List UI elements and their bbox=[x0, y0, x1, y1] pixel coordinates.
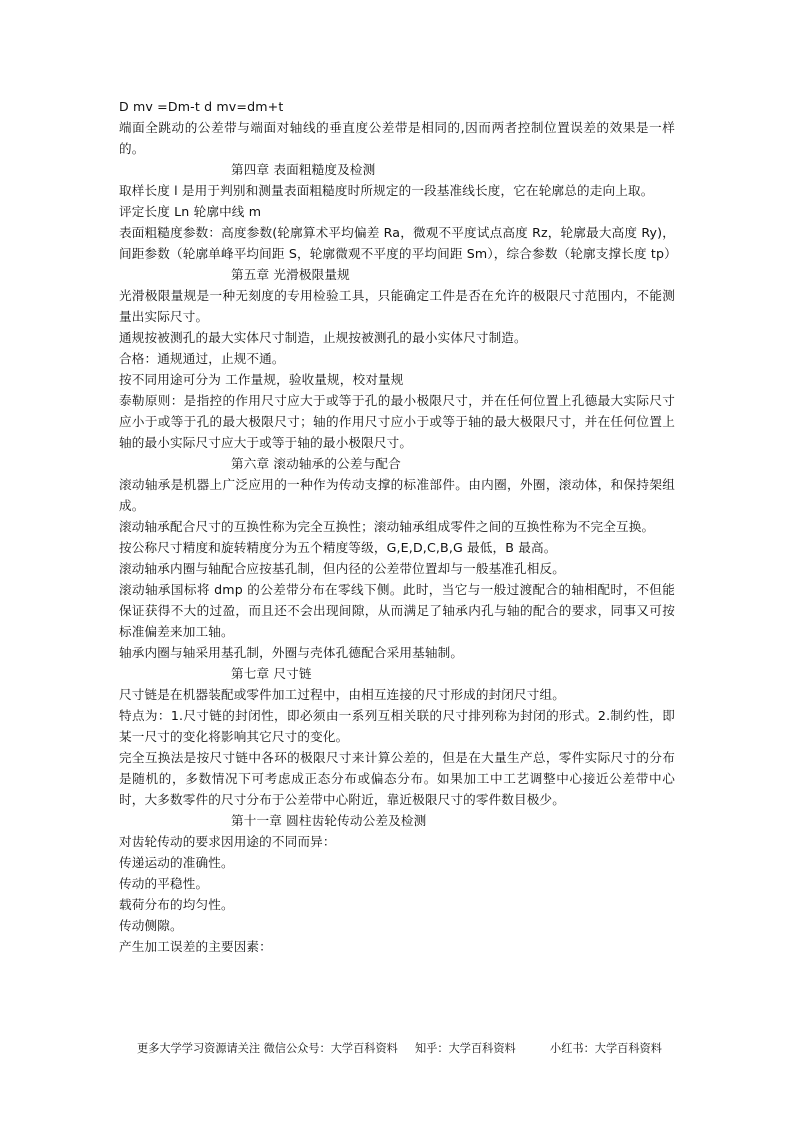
footer-wechat-text: 更多大学学习资源请关注 微信公众号：大学百科资料 bbox=[137, 1042, 398, 1055]
chapter-heading: 第五章 光滑极限量规 bbox=[231, 267, 350, 282]
body-paragraph: 传动的平稳性。 bbox=[119, 876, 209, 891]
chapter-heading: 第四章 表面粗糙度及检测 bbox=[231, 162, 376, 177]
footer-xiaohongshu-text: 小红书：大学百科资料 bbox=[550, 1042, 662, 1055]
body-paragraph: 对齿轮传动的要求因用途的不同而异： bbox=[119, 834, 336, 849]
footer-zhihu-text: 知乎：大学百科资料 bbox=[415, 1042, 516, 1055]
document-body bbox=[119, 96, 675, 957]
body-paragraph: 传递运动的准确性。 bbox=[119, 855, 234, 870]
body-paragraph: 完全互换法是按尺寸链中各环的极限尺寸来计算公差的，但是在大量生产总，零件实际尺寸的分布是随机的，多数情况下可考虑成正态分布或偏态分布。如果加工中工艺调整中心接近公差带中心时，大多数零件的尺寸分布于公差带中心附近，靠近极限尺寸的零件数目极少。 bbox=[119, 750, 675, 807]
body-paragraph: 传动侧隙。 bbox=[119, 918, 183, 933]
body-paragraph: 特点为：1.尺寸链的封闭性，即必须由一系列互相关联的尺寸排列称为封闭的形式。2.制约性，即某一尺寸的变化将影响其它尺寸的变化。 bbox=[119, 708, 675, 744]
body-paragraph: 滚动轴承配合尺寸的互换性称为完全互换性；滚动轴承组成零件之间的互换性称为不完全互换。 bbox=[119, 519, 655, 534]
body-paragraph: 光滑极限量规是一种无刻度的专用检验工具，只能确定工件是否在允许的极限尺寸范围内，不能测量出实际尺寸。 bbox=[119, 288, 675, 324]
body-paragraph: 载荷分布的均匀性。 bbox=[119, 897, 234, 912]
chapter-heading: 第七章 尺寸链 bbox=[231, 666, 312, 681]
body-paragraph: 端面全跳动的公差带与端面对轴线的垂直度公差带是相同的,因而两者控制位置误差的效果是一样的。 bbox=[119, 120, 675, 156]
body-paragraph: 泰勒原则：是指控的作用尺寸应大于或等于孔的最小极限尺寸，并在任何位置上孔德最大实际尺寸应小于或等于孔的最大极限尺寸；轴的作用尺寸应小于或等于轴的最大极限尺寸，并在任何位置上轴的最小实际尺寸应大于或等于轴的最小极限尺寸。 bbox=[119, 393, 675, 450]
body-paragraph: 合格：通规通过，止规不通。 bbox=[119, 351, 285, 366]
body-paragraph: 按不同用途可分为 工作量规，验收量规，校对量规 bbox=[119, 372, 404, 387]
body-paragraph: D mv =Dm-t d mv=dm+t bbox=[119, 99, 284, 114]
body-paragraph: 通规按被测孔的最大实体尺寸制造，止规按被测孔的最小实体尺寸制造。 bbox=[119, 330, 527, 345]
body-paragraph: 表面粗糙度参数：高度参数(轮廓算术平均偏差 Ra，微观不平度试点高度 Rz，轮廓最大高度 Ry)，间距参数（轮廓单峰平均间距 S，轮廓微观不平度的平均间距 Sm），综合参数（轮廓支撑长度 tp） bbox=[119, 225, 677, 261]
page-footer bbox=[137, 1041, 677, 1057]
body-paragraph: 滚动轴承是机器上广泛应用的一种作为传动支撑的标准部件。由内圈，外圈，滚动体，和保持架组成。 bbox=[119, 477, 675, 513]
body-paragraph: 轴承内圈与轴采用基孔制，外圈与壳体孔德配合采用基轴制。 bbox=[119, 645, 464, 660]
body-paragraph: 滚动轴承国标将 dmp 的公差带分布在零线下侧。此时，当它与一般过渡配合的轴相配时，不但能保证获得不大的过盈，而且还不会出现间隙，从而满足了轴承内孔与轴的配合的要求，同事又可按标准偏差来加工轴。 bbox=[119, 582, 675, 639]
body-paragraph: 取样长度 l 是用于判别和测量表面粗糙度时所规定的一段基准线长度，它在轮廓总的走向上取。 bbox=[119, 183, 654, 198]
chapter-heading: 第十一章 圆柱齿轮传动公差及检测 bbox=[231, 813, 427, 828]
body-paragraph: 尺寸链是在机器装配或零件加工过程中，由相互连接的尺寸形成的封闭尺寸组。 bbox=[119, 687, 566, 702]
body-paragraph: 产生加工误差的主要因素： bbox=[119, 939, 272, 954]
body-paragraph: 评定长度 Ln 轮廓中线 m bbox=[119, 204, 262, 219]
body-paragraph: 按公称尺寸精度和旋转精度分为五个精度等级，G,E,D,C,B,G 最低，B 最高。 bbox=[119, 540, 557, 555]
body-paragraph: 滚动轴承内圈与轴配合应按基孔制，但内径的公差带位置却与一般基准孔相反。 bbox=[119, 561, 566, 576]
chapter-heading: 第六章 滚动轴承的公差与配合 bbox=[231, 456, 401, 471]
